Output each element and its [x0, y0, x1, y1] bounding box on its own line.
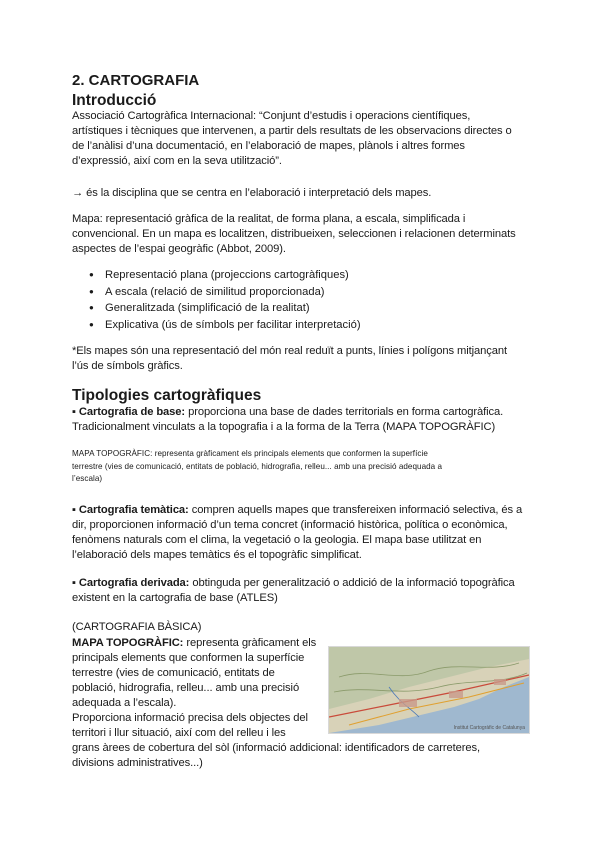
term-text: obtinguda per generalització o addició de la informació topogràfica [189, 577, 515, 589]
text-line [72, 405, 503, 420]
text-line: terrestre (vies de comunicació, entitats de [72, 667, 275, 679]
urban-area [399, 699, 417, 707]
mapa-definition [72, 212, 516, 257]
mapa-characteristics-list [72, 267, 361, 333]
text-line: de l’anàlisi d’una documentació, en l’elaboració de mapes, plànols i altres formes [72, 140, 465, 152]
text-line: territori i llur situació, així com del relleu i les [72, 727, 286, 739]
urban-area [449, 691, 463, 698]
text-line: dir, proporcionen informació d’un tema concret (informació històrica, política o econòmica, [72, 519, 508, 531]
text-line: Tradicionalment vinculats a la topografia i a la forma de la Terra (MAPA TOPOGRÀFIC) [72, 421, 496, 433]
mapa-topografic-note [72, 448, 442, 486]
text-line [72, 636, 322, 651]
list-item: ● Generalitzada (simplificació de la realitat) [72, 300, 361, 317]
text-line: artístiques i tècniques que intervenen, a partir dels resultats de les observacions directes o [72, 125, 512, 137]
basica-description [72, 636, 322, 741]
cartografia-tematica [72, 503, 522, 563]
term-text: compren aquells mapes que transfereixen informació selectiva, és a [188, 504, 523, 516]
text-line: grans àrees de cobertura del sòl (informació addicional: identificadors de carreteres, [72, 742, 481, 754]
arrow-definition: → és la disciplina que se centra en l’elaboració i interpretació dels mapes. [72, 187, 432, 199]
term-label: ▪ Cartografia temàtica: [72, 504, 189, 516]
text-line: l’elaboració dels mapes temàtics és el topogràfic simplificat. [72, 549, 362, 561]
text-line: Mapa: representació gràfica de la realitat, de forma plana, a escala, simplificada i [72, 213, 466, 225]
text-line: divisions administratives...) [72, 757, 203, 769]
text-line: d’expressió, així com en la seva utilització”. [72, 155, 282, 167]
tipologies-heading: Tipologies cartogràfiques [72, 387, 262, 404]
basica-continuation [72, 741, 480, 771]
text-line: terrestre (vies de comunicació, entitats de població, hidrografia, relleu... amb una precisió adequada a [72, 461, 443, 471]
section-title: 2. CARTOGRAFIA [72, 72, 200, 89]
text-line: adequada a l’escala). [72, 697, 177, 709]
text-line: l’escala) [72, 474, 103, 483]
list-item: ● A escala (relació de similitud proporcionada) [72, 284, 361, 301]
list-item: ● Explicativa (ús de símbols per facilitar interpretació) [72, 317, 361, 334]
text-line: Proporciona informació precisa dels objectes del [72, 712, 308, 724]
text-line: població, hidrografia, relleu... amb una precisió [72, 682, 300, 694]
basica-caption: (CARTOGRAFIA BÀSICA) [72, 621, 202, 633]
term-label: MAPA TOPOGRÀFIC: [72, 637, 184, 649]
text-line: convencional. En un mapa es localitzen, distribueixen, seleccionen i relacionen determinats [72, 228, 516, 240]
text-line [72, 576, 515, 591]
text-line: Associació Cartogràfica Internacional: “Conjunt d’estudis i operacions científiques, [72, 110, 471, 122]
term-label: ▪ Cartografia de base: [72, 406, 186, 418]
map-credit: Institut Cartogràfic de Catalunya [453, 725, 525, 731]
term-label: ▪ Cartografia derivada: [72, 577, 190, 589]
text-line [72, 503, 522, 518]
text-line: MAPA TOPOGRÀFIC: representa gràficament els principals elements que conformen la superfície [72, 449, 428, 458]
term-text: representa gràficament els [183, 637, 317, 649]
text-line: *Els mapes són una representació del món real reduït a punts, línies i polígons mitjançant [72, 345, 508, 357]
text-line: aspectes de l’espai geogràfic (Abbot, 2009). [72, 243, 286, 255]
cartografia-derivada [72, 576, 515, 606]
text-line: principals elements que conformen la superfície [72, 652, 305, 664]
text-line: fenòmens naturals com el clima, la vegetació o la geologia. El mapa base utilitzat en [72, 534, 482, 546]
text-line: existent en la cartografia de base (ATLES) [72, 592, 278, 604]
intro-heading: Introducció [72, 92, 157, 109]
map-graphic [329, 647, 529, 733]
intro-quote [72, 109, 512, 169]
topographic-map-image [328, 646, 530, 734]
cartografia-base [72, 405, 503, 435]
text-line: l’ús de símbols gràfics. [72, 360, 183, 372]
note [72, 344, 507, 374]
urban-area [494, 679, 506, 685]
list-item: ● Representació plana (projeccions cartogràfiques) [72, 267, 361, 284]
term-text: proporciona una base de dades territorials en forma cartogràfica. [185, 406, 504, 418]
